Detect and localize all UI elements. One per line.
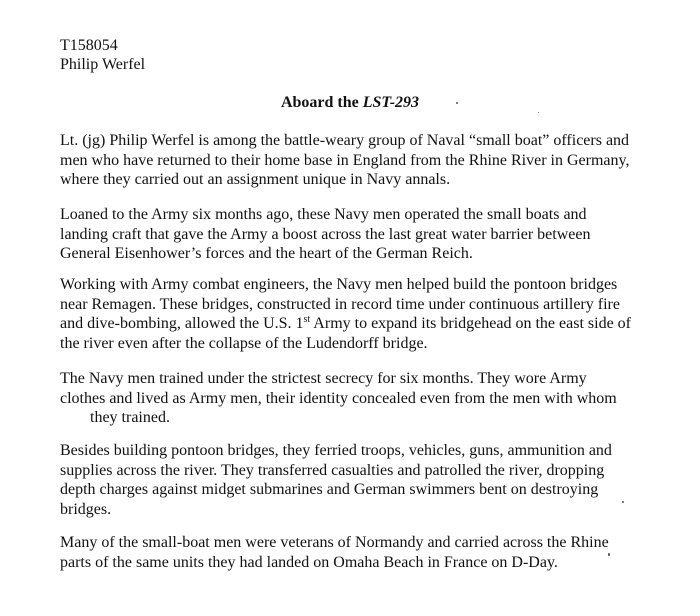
paragraph-line: Working with Army combat engineers, the Navy men helped build the pontoon bridges [60,276,618,293]
paragraph-line: they trained. [90,409,170,426]
paragraph-line: where they carried out an assignment unique in Navy annals. [60,171,451,188]
paragraph-line: parts of the same units they had landed on Omaha Beach in France on D-Day. [60,553,558,571]
paragraph-line: the river even after the collapse of the Ludendorff bridge. [60,334,428,352]
paragraph-line: men who have returned to their home base in England from the Rhine River in Germany, [60,151,630,169]
paragraph-5 [60,441,660,519]
paragraph-3 [60,275,660,353]
title-prefix: Aboard the [280,94,363,111]
paragraph-line: depth charges against midget submarines and German swimmers bent on destroying [60,481,599,498]
paragraph-line: General Eisenhower’s forces and the heart of the German Reich. [60,245,473,262]
paragraph-line: The Navy men trained under the strictest secrecy for six months. They wore Army [60,370,587,387]
paragraph-line: supplies across the river. They transferred casualties and patrolled the river, dropping [60,461,605,479]
paragraph-6 [60,533,660,572]
line-text: Army to expand its bridgehead on the east side of [310,315,631,332]
paragraph-line: landing craft that gave the Army a boost across the last great water barrier between [60,225,591,243]
paragraph-line: bridges. [60,500,112,518]
paragraph-line: Lt. (jg) Philip Werfel is among the battle-weary group of Naval “small boat” officers and [60,132,630,149]
paragraph-line: Loaned to the Army six months ago, these Navy men operated the small boats and [60,206,587,223]
scan-speck [538,112,539,113]
document-title [0,93,700,112]
paragraph-1 [60,131,660,190]
scan-speck [608,553,610,556]
scan-speck [456,102,458,104]
line-text: and dive-bombing, allowed the U.S. 1 [60,315,304,332]
person-name: Philip Werfel [60,56,146,73]
paragraph-line: near Remagen. These bridges, constructed in record time under continuous artillery fire [60,295,620,313]
title-ship-name: LST-293 [362,94,420,111]
document-id: T158054 [60,37,118,54]
paragraph-4 [60,369,660,428]
paragraph-line: clothes and lived as Army men, their identity concealed even from the men with whom [60,389,617,407]
paragraph-line: Many of the small-boat men were veterans of Normandy and carried across the Rhine [60,534,609,551]
scan-speck [622,501,624,503]
paragraph-2 [60,205,660,264]
document-header [60,36,145,74]
paragraph-line-with-superscript [60,314,660,334]
paragraph-line: Besides building pontoon bridges, they ferried troops, vehicles, guns, ammunition and [60,442,612,459]
ordinal-superscript: st [303,314,311,325]
